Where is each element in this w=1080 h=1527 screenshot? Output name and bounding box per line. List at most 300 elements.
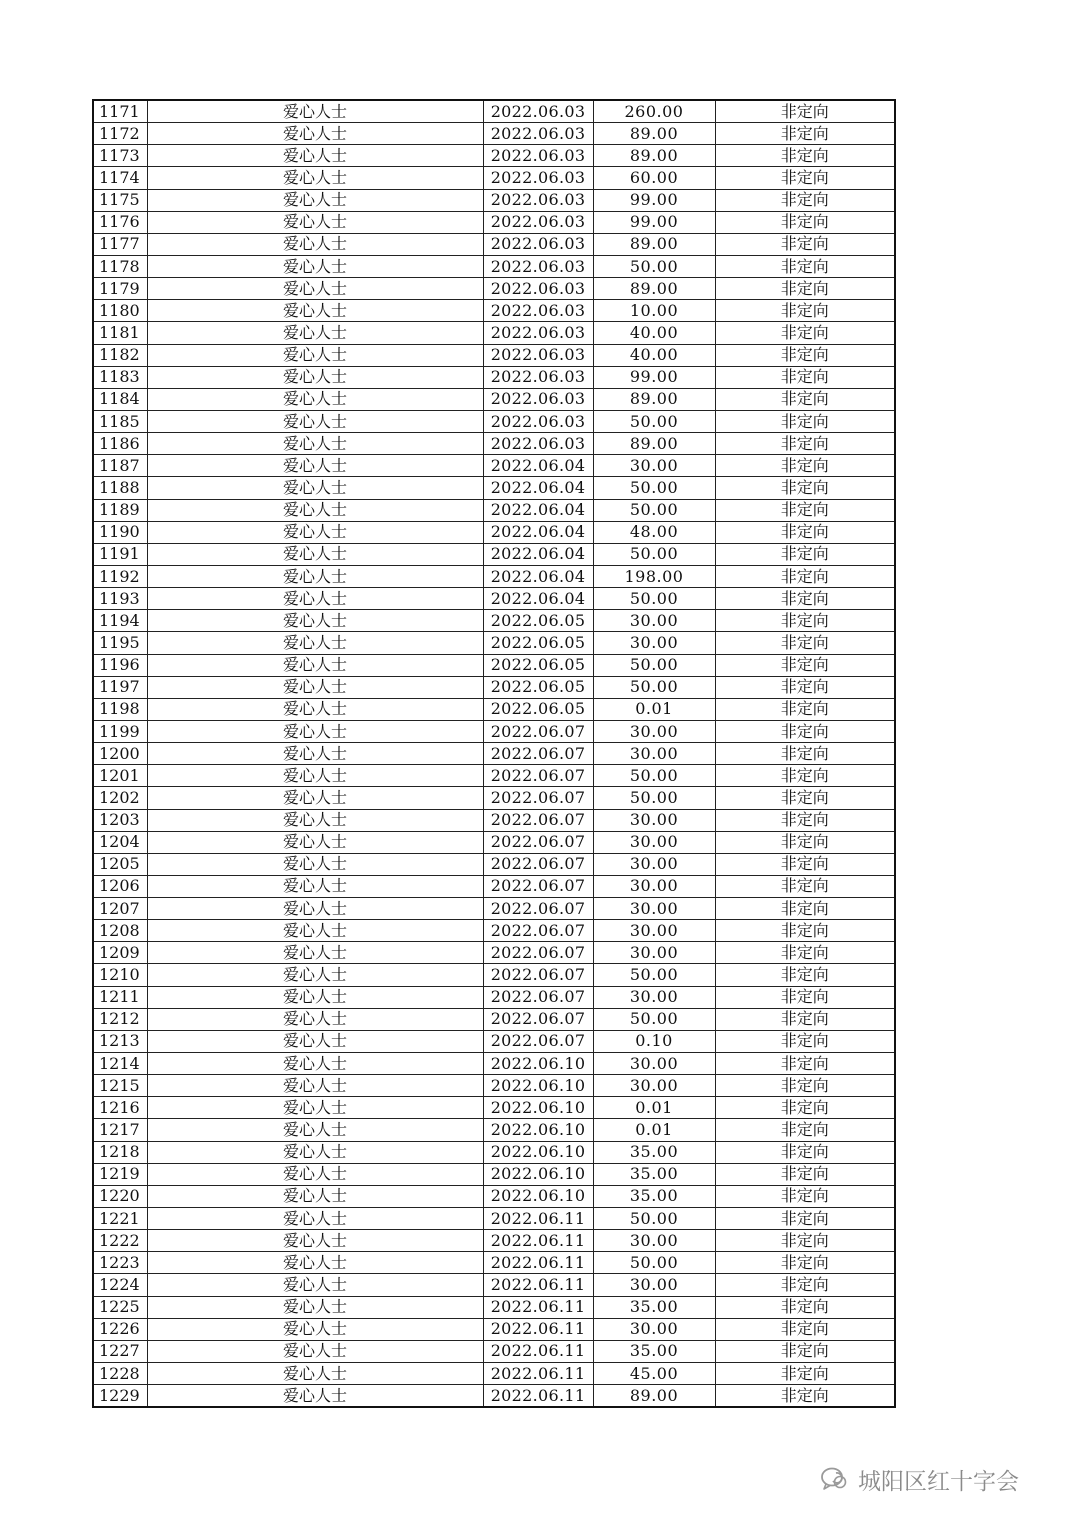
cell-donor: 爱心人士 (147, 1340, 483, 1362)
table-row (93, 499, 895, 521)
cell-type: 非定向 (715, 477, 895, 499)
cell-date: 2022.06.10 (483, 1163, 593, 1185)
cell-date: 2022.06.03 (483, 366, 593, 388)
cell-donor: 爱心人士 (147, 543, 483, 565)
cell-type: 非定向 (715, 1119, 895, 1141)
cell-amount: 30.00 (593, 853, 715, 875)
cell-amount: 30.00 (593, 1075, 715, 1097)
cell-serial-number: 1199 (93, 720, 147, 742)
cell-amount: 99.00 (593, 211, 715, 233)
cell-amount: 50.00 (593, 654, 715, 676)
cell-amount: 30.00 (593, 743, 715, 765)
table-row (93, 1274, 895, 1296)
table-row (93, 875, 895, 897)
cell-date: 2022.06.10 (483, 1097, 593, 1119)
cell-serial-number: 1179 (93, 278, 147, 300)
cell-type: 非定向 (715, 765, 895, 787)
cell-donor: 爱心人士 (147, 1119, 483, 1141)
table-row (93, 1385, 895, 1408)
cell-serial-number: 1184 (93, 388, 147, 410)
cell-amount: 30.00 (593, 455, 715, 477)
cell-type: 非定向 (715, 964, 895, 986)
table-row (93, 521, 895, 543)
cell-amount: 30.00 (593, 1053, 715, 1075)
table-row (93, 278, 895, 300)
cell-amount: 35.00 (593, 1340, 715, 1362)
cell-type: 非定向 (715, 920, 895, 942)
table-row (93, 942, 895, 964)
cell-date: 2022.06.07 (483, 986, 593, 1008)
cell-date: 2022.06.07 (483, 720, 593, 742)
cell-donor: 爱心人士 (147, 765, 483, 787)
table-row (93, 765, 895, 787)
cell-donor: 爱心人士 (147, 1230, 483, 1252)
cell-donor: 爱心人士 (147, 853, 483, 875)
cell-type: 非定向 (715, 1363, 895, 1385)
cell-type: 非定向 (715, 344, 895, 366)
cell-serial-number: 1206 (93, 875, 147, 897)
table-row (93, 787, 895, 809)
cell-donor: 爱心人士 (147, 1030, 483, 1052)
cell-type: 非定向 (715, 255, 895, 277)
cell-serial-number: 1185 (93, 410, 147, 432)
cell-serial-number: 1205 (93, 853, 147, 875)
cell-amount: 35.00 (593, 1185, 715, 1207)
table-row (93, 920, 895, 942)
table-row (93, 1119, 895, 1141)
cell-date: 2022.06.11 (483, 1252, 593, 1274)
cell-amount: 50.00 (593, 499, 715, 521)
cell-type: 非定向 (715, 787, 895, 809)
cell-amount: 0.01 (593, 1119, 715, 1141)
cell-donor: 爱心人士 (147, 322, 483, 344)
cell-serial-number: 1226 (93, 1318, 147, 1340)
cell-donor: 爱心人士 (147, 433, 483, 455)
cell-amount: 260.00 (593, 100, 715, 123)
cell-donor: 爱心人士 (147, 1053, 483, 1075)
cell-type: 非定向 (715, 388, 895, 410)
cell-serial-number: 1216 (93, 1097, 147, 1119)
cell-serial-number: 1209 (93, 942, 147, 964)
cell-type: 非定向 (715, 1385, 895, 1408)
cell-type: 非定向 (715, 1318, 895, 1340)
cell-donor: 爱心人士 (147, 1318, 483, 1340)
table-row (93, 145, 895, 167)
table-row (93, 388, 895, 410)
cell-type: 非定向 (715, 278, 895, 300)
cell-type: 非定向 (715, 300, 895, 322)
cell-date: 2022.06.04 (483, 477, 593, 499)
cell-amount: 30.00 (593, 1274, 715, 1296)
table-row (93, 986, 895, 1008)
cell-serial-number: 1193 (93, 588, 147, 610)
table-row (93, 853, 895, 875)
cell-amount: 50.00 (593, 1252, 715, 1274)
table-row (93, 698, 895, 720)
cell-donor: 爱心人士 (147, 676, 483, 698)
table-row (93, 831, 895, 853)
cell-donor: 爱心人士 (147, 565, 483, 587)
cell-amount: 30.00 (593, 809, 715, 831)
cell-amount: 35.00 (593, 1163, 715, 1185)
cell-serial-number: 1219 (93, 1163, 147, 1185)
cell-type: 非定向 (715, 366, 895, 388)
cell-serial-number: 1200 (93, 743, 147, 765)
table-row (93, 1097, 895, 1119)
cell-serial-number: 1218 (93, 1141, 147, 1163)
cell-type: 非定向 (715, 676, 895, 698)
cell-type: 非定向 (715, 565, 895, 587)
cell-serial-number: 1180 (93, 300, 147, 322)
cell-type: 非定向 (715, 1097, 895, 1119)
table-row (93, 654, 895, 676)
cell-date: 2022.06.03 (483, 145, 593, 167)
cell-type: 非定向 (715, 743, 895, 765)
cell-type: 非定向 (715, 100, 895, 123)
cell-donor: 爱心人士 (147, 1252, 483, 1274)
cell-date: 2022.06.03 (483, 344, 593, 366)
cell-date: 2022.06.07 (483, 787, 593, 809)
cell-type: 非定向 (715, 499, 895, 521)
cell-amount: 89.00 (593, 123, 715, 145)
cell-type: 非定向 (715, 720, 895, 742)
cell-donor: 爱心人士 (147, 100, 483, 123)
cell-serial-number: 1215 (93, 1075, 147, 1097)
cell-serial-number: 1196 (93, 654, 147, 676)
table-row (93, 167, 895, 189)
cell-date: 2022.06.07 (483, 831, 593, 853)
cell-donor: 爱心人士 (147, 1385, 483, 1408)
table-row (93, 1185, 895, 1207)
cell-date: 2022.06.03 (483, 433, 593, 455)
cell-serial-number: 1175 (93, 189, 147, 211)
cell-date: 2022.06.07 (483, 920, 593, 942)
cell-amount: 30.00 (593, 986, 715, 1008)
cell-type: 非定向 (715, 942, 895, 964)
cell-donor: 爱心人士 (147, 1296, 483, 1318)
cell-date: 2022.06.11 (483, 1385, 593, 1408)
cell-date: 2022.06.03 (483, 322, 593, 344)
cell-type: 非定向 (715, 167, 895, 189)
cell-amount: 89.00 (593, 433, 715, 455)
cell-donor: 爱心人士 (147, 1097, 483, 1119)
table-row (93, 477, 895, 499)
cell-type: 非定向 (715, 322, 895, 344)
cell-donor: 爱心人士 (147, 964, 483, 986)
cell-type: 非定向 (715, 1163, 895, 1185)
cell-amount: 50.00 (593, 543, 715, 565)
cell-type: 非定向 (715, 875, 895, 897)
table-row (93, 1296, 895, 1318)
cell-type: 非定向 (715, 986, 895, 1008)
cell-date: 2022.06.03 (483, 388, 593, 410)
cell-type: 非定向 (715, 1008, 895, 1030)
cell-amount: 35.00 (593, 1141, 715, 1163)
cell-date: 2022.06.10 (483, 1185, 593, 1207)
cell-serial-number: 1191 (93, 543, 147, 565)
table-row (93, 100, 895, 123)
cell-serial-number: 1173 (93, 145, 147, 167)
cell-type: 非定向 (715, 853, 895, 875)
table-row (93, 322, 895, 344)
cell-donor: 爱心人士 (147, 787, 483, 809)
cell-type: 非定向 (715, 809, 895, 831)
cell-date: 2022.06.10 (483, 1053, 593, 1075)
cell-amount: 89.00 (593, 145, 715, 167)
cell-date: 2022.06.07 (483, 942, 593, 964)
cell-type: 非定向 (715, 1208, 895, 1230)
cell-serial-number: 1208 (93, 920, 147, 942)
table-row (93, 1363, 895, 1385)
cell-date: 2022.06.10 (483, 1075, 593, 1097)
table-row (93, 410, 895, 432)
cell-amount: 40.00 (593, 322, 715, 344)
cell-type: 非定向 (715, 455, 895, 477)
cell-date: 2022.06.05 (483, 654, 593, 676)
cell-serial-number: 1217 (93, 1119, 147, 1141)
cell-donor: 爱心人士 (147, 588, 483, 610)
cell-serial-number: 1172 (93, 123, 147, 145)
table-row (93, 1318, 895, 1340)
cell-date: 2022.06.05 (483, 610, 593, 632)
cell-date: 2022.06.10 (483, 1119, 593, 1141)
cell-serial-number: 1176 (93, 211, 147, 233)
cell-date: 2022.06.07 (483, 853, 593, 875)
cell-serial-number: 1229 (93, 1385, 147, 1408)
table-row (93, 543, 895, 565)
cell-date: 2022.06.07 (483, 1030, 593, 1052)
cell-amount: 30.00 (593, 942, 715, 964)
cell-amount: 89.00 (593, 1385, 715, 1408)
cell-type: 非定向 (715, 410, 895, 432)
cell-date: 2022.06.03 (483, 233, 593, 255)
cell-type: 非定向 (715, 1075, 895, 1097)
cell-amount: 89.00 (593, 278, 715, 300)
cell-type: 非定向 (715, 1340, 895, 1362)
cell-donor: 爱心人士 (147, 1008, 483, 1030)
cell-donor: 爱心人士 (147, 1208, 483, 1230)
cell-serial-number: 1203 (93, 809, 147, 831)
cell-type: 非定向 (715, 831, 895, 853)
cell-amount: 30.00 (593, 1230, 715, 1252)
cell-donor: 爱心人士 (147, 455, 483, 477)
cell-donor: 爱心人士 (147, 477, 483, 499)
cell-donor: 爱心人士 (147, 344, 483, 366)
cell-serial-number: 1171 (93, 100, 147, 123)
cell-date: 2022.06.07 (483, 809, 593, 831)
cell-date: 2022.06.11 (483, 1274, 593, 1296)
cell-amount: 99.00 (593, 189, 715, 211)
cell-type: 非定向 (715, 698, 895, 720)
table-row (93, 1252, 895, 1274)
table-row (93, 344, 895, 366)
cell-amount: 30.00 (593, 875, 715, 897)
cell-donor: 爱心人士 (147, 123, 483, 145)
donation-table (92, 99, 896, 1408)
cell-donor: 爱心人士 (147, 300, 483, 322)
cell-type: 非定向 (715, 1252, 895, 1274)
cell-date: 2022.06.07 (483, 898, 593, 920)
table-row (93, 1340, 895, 1362)
cell-donor: 爱心人士 (147, 278, 483, 300)
cell-serial-number: 1194 (93, 610, 147, 632)
cell-type: 非定向 (715, 588, 895, 610)
cell-serial-number: 1190 (93, 521, 147, 543)
cell-amount: 30.00 (593, 610, 715, 632)
cell-type: 非定向 (715, 123, 895, 145)
cell-amount: 50.00 (593, 964, 715, 986)
cell-serial-number: 1189 (93, 499, 147, 521)
cell-date: 2022.06.03 (483, 300, 593, 322)
table-row (93, 233, 895, 255)
cell-date: 2022.06.04 (483, 565, 593, 587)
cell-date: 2022.06.11 (483, 1230, 593, 1252)
table-row (93, 720, 895, 742)
table-row (93, 366, 895, 388)
cell-date: 2022.06.04 (483, 521, 593, 543)
cell-amount: 50.00 (593, 1008, 715, 1030)
watermark-text: 城阳区红十字会 (858, 1468, 1019, 1495)
cell-type: 非定向 (715, 145, 895, 167)
table-row (93, 1141, 895, 1163)
cell-amount: 50.00 (593, 477, 715, 499)
cell-serial-number: 1221 (93, 1208, 147, 1230)
cell-type: 非定向 (715, 1053, 895, 1075)
cell-donor: 爱心人士 (147, 831, 483, 853)
cell-donor: 爱心人士 (147, 698, 483, 720)
table-row (93, 1030, 895, 1052)
cell-type: 非定向 (715, 211, 895, 233)
cell-donor: 爱心人士 (147, 255, 483, 277)
table-row (93, 1163, 895, 1185)
cell-type: 非定向 (715, 233, 895, 255)
table-row (93, 676, 895, 698)
cell-serial-number: 1228 (93, 1363, 147, 1385)
cell-amount: 50.00 (593, 255, 715, 277)
cell-serial-number: 1212 (93, 1008, 147, 1030)
cell-date: 2022.06.11 (483, 1363, 593, 1385)
cell-serial-number: 1183 (93, 366, 147, 388)
cell-date: 2022.06.04 (483, 499, 593, 521)
cell-donor: 爱心人士 (147, 632, 483, 654)
cell-type: 非定向 (715, 1274, 895, 1296)
table-row (93, 455, 895, 477)
cell-date: 2022.06.07 (483, 875, 593, 897)
cell-serial-number: 1177 (93, 233, 147, 255)
cell-amount: 50.00 (593, 588, 715, 610)
table-row (93, 1208, 895, 1230)
cell-serial-number: 1201 (93, 765, 147, 787)
table-row (93, 565, 895, 587)
cell-serial-number: 1182 (93, 344, 147, 366)
cell-date: 2022.06.03 (483, 100, 593, 123)
cell-amount: 0.10 (593, 1030, 715, 1052)
cell-amount: 45.00 (593, 1363, 715, 1385)
cell-type: 非定向 (715, 543, 895, 565)
table-row (93, 433, 895, 455)
cell-amount: 30.00 (593, 632, 715, 654)
cell-date: 2022.06.05 (483, 698, 593, 720)
cell-type: 非定向 (715, 1030, 895, 1052)
cell-type: 非定向 (715, 1230, 895, 1252)
table-row (93, 211, 895, 233)
cell-amount: 35.00 (593, 1296, 715, 1318)
cell-amount: 50.00 (593, 787, 715, 809)
cell-date: 2022.06.10 (483, 1141, 593, 1163)
cell-serial-number: 1225 (93, 1296, 147, 1318)
cell-date: 2022.06.03 (483, 167, 593, 189)
cell-amount: 99.00 (593, 366, 715, 388)
cell-donor: 爱心人士 (147, 1163, 483, 1185)
cell-type: 非定向 (715, 189, 895, 211)
cell-type: 非定向 (715, 632, 895, 654)
cell-date: 2022.06.07 (483, 765, 593, 787)
cell-serial-number: 1214 (93, 1053, 147, 1075)
cell-amount: 40.00 (593, 344, 715, 366)
table-row (93, 189, 895, 211)
cell-donor: 爱心人士 (147, 366, 483, 388)
cell-serial-number: 1198 (93, 698, 147, 720)
table-row (93, 964, 895, 986)
cell-amount: 198.00 (593, 565, 715, 587)
cell-serial-number: 1174 (93, 167, 147, 189)
cell-donor: 爱心人士 (147, 809, 483, 831)
cell-donor: 爱心人士 (147, 1075, 483, 1097)
cell-date: 2022.06.05 (483, 632, 593, 654)
cell-date: 2022.06.03 (483, 278, 593, 300)
table-row (93, 1053, 895, 1075)
cell-amount: 30.00 (593, 898, 715, 920)
cell-amount: 30.00 (593, 1318, 715, 1340)
cell-type: 非定向 (715, 898, 895, 920)
cell-donor: 爱心人士 (147, 145, 483, 167)
table-row (93, 610, 895, 632)
cell-date: 2022.06.07 (483, 964, 593, 986)
cell-date: 2022.06.11 (483, 1340, 593, 1362)
cell-serial-number: 1222 (93, 1230, 147, 1252)
cell-type: 非定向 (715, 1141, 895, 1163)
watermark (820, 1461, 1019, 1497)
cell-donor: 爱心人士 (147, 410, 483, 432)
table-row (93, 588, 895, 610)
table-row (93, 1230, 895, 1252)
cell-donor: 爱心人士 (147, 654, 483, 676)
cell-date: 2022.06.11 (483, 1296, 593, 1318)
cell-date: 2022.06.03 (483, 211, 593, 233)
cell-amount: 89.00 (593, 233, 715, 255)
cell-amount: 50.00 (593, 410, 715, 432)
table-row (93, 632, 895, 654)
cell-serial-number: 1186 (93, 433, 147, 455)
cell-serial-number: 1192 (93, 565, 147, 587)
cell-donor: 爱心人士 (147, 1185, 483, 1207)
cell-donor: 爱心人士 (147, 189, 483, 211)
cell-amount: 0.01 (593, 698, 715, 720)
cell-serial-number: 1220 (93, 1185, 147, 1207)
cell-serial-number: 1213 (93, 1030, 147, 1052)
cell-amount: 30.00 (593, 831, 715, 853)
cell-date: 2022.06.07 (483, 743, 593, 765)
wechat-official-account-icon (820, 1466, 850, 1492)
cell-serial-number: 1204 (93, 831, 147, 853)
cell-serial-number: 1202 (93, 787, 147, 809)
cell-date: 2022.06.03 (483, 123, 593, 145)
cell-date: 2022.06.11 (483, 1208, 593, 1230)
table-row (93, 809, 895, 831)
cell-amount: 50.00 (593, 676, 715, 698)
cell-donor: 爱心人士 (147, 875, 483, 897)
cell-serial-number: 1211 (93, 986, 147, 1008)
